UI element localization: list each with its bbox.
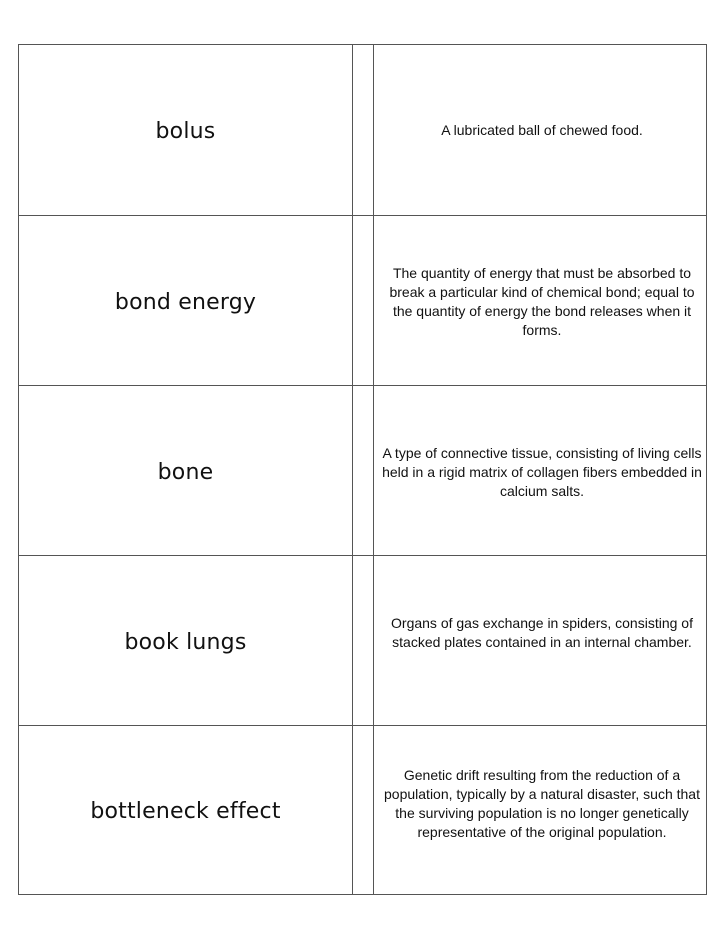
card-fold-gutter [352, 726, 374, 894]
card-term: bone [157, 459, 214, 485]
card-fold-gutter [352, 556, 374, 725]
card-term: book lungs [124, 629, 247, 655]
card-fold-gutter [352, 216, 374, 385]
card-fold-gutter [352, 45, 374, 215]
card-definition: A lubricated ball of chewed food. [441, 122, 643, 138]
card-definition: Genetic drift resulting from the reduction of a population, typically by a natural disaster, such that the surviving population is no longer genetically representative of the original population. [384, 767, 700, 840]
card-term: bolus [155, 119, 216, 144]
flashcard-row [19, 725, 706, 894]
card-definition: A type of connective tissue, consisting of living cells held in a rigid matrix of collagen fibers embedded in calcium salts. [382, 445, 702, 499]
flashcard-row [19, 385, 706, 555]
flashcard-sheet [18, 44, 707, 895]
card-definition: Organs of gas exchange in spiders, consisting of stacked plates contained in an internal chamber. [391, 615, 693, 650]
flashcard-row [19, 45, 706, 215]
card-definition: The quantity of energy that must be absorbed to break a particular kind of chemical bond; equal to the quantity of energy the bond releases when it forms. [389, 265, 695, 338]
card-term: bottleneck effect [90, 799, 281, 824]
card-fold-gutter [352, 386, 374, 555]
flashcard-row [19, 215, 706, 385]
flashcard-row [19, 555, 706, 725]
card-term: bond energy [114, 289, 257, 315]
